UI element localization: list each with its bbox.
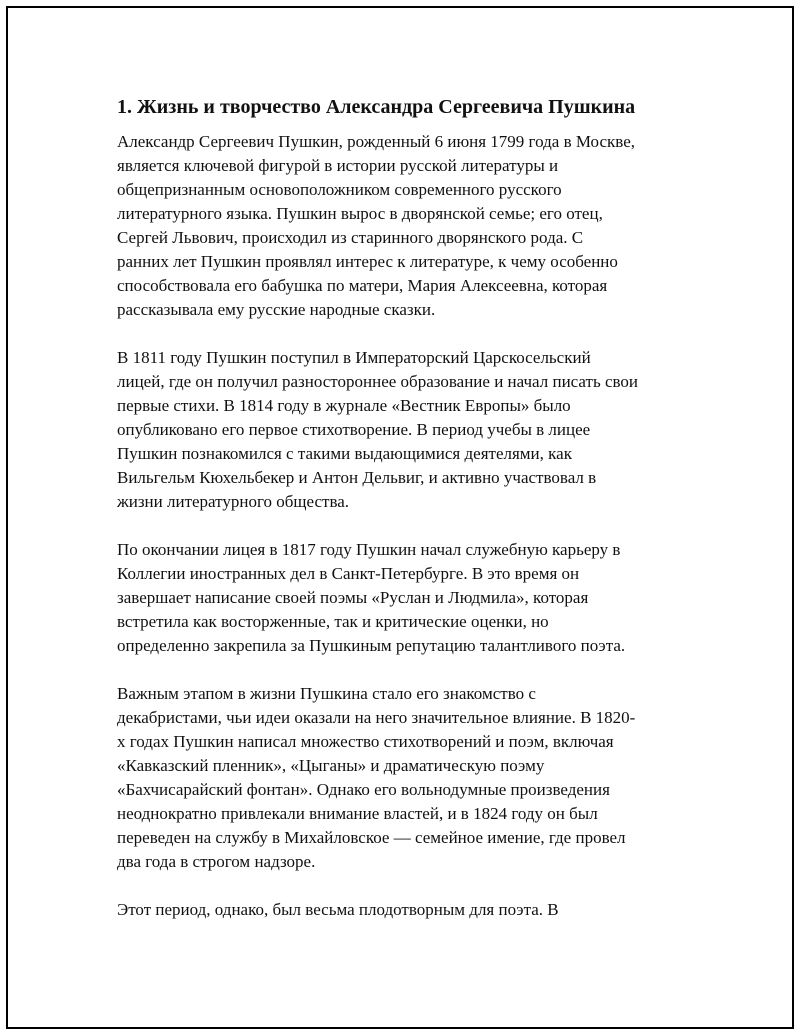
text-line: неоднократно привлекали внимание властей, и в 1824 году он был (117, 804, 598, 823)
paragraph-1 (117, 130, 697, 322)
paragraph-2 (117, 346, 697, 514)
text-line: Вильгельм Кюхельбекер и Антон Дельвиг, и активно участвовал в (117, 468, 597, 487)
text-line: два года в строгом надзоре. (117, 852, 316, 871)
text-line: х годах Пушкин написал множество стихотворений и поэм, включая (117, 732, 614, 751)
document-body (117, 94, 697, 946)
text-line: Этот период, однако, был весьма плодотворным для поэта. В (117, 900, 559, 919)
text-line: общепризнанным основоположником современного русского (117, 180, 562, 199)
text-line: встретила как восторженные, так и критические оценки, но (117, 612, 549, 631)
paragraph-5 (117, 898, 697, 922)
text-line: лицей, где он получил разностороннее образование и начал писать свои (117, 372, 639, 391)
text-line: «Бахчисарайский фонтан». Однако его вольнодумные произведения (117, 780, 610, 799)
text-line: Важным этапом в жизни Пушкина стало его знакомство с (117, 684, 536, 703)
text-line: способствовала его бабушка по матери, Мария Алексеевна, которая (117, 276, 608, 295)
text-line: В 1811 году Пушкин поступил в Императорский Царскосельский (117, 348, 591, 367)
paragraph-4 (117, 682, 697, 874)
text-line: литературного языка. Пушкин вырос в дворянской семье; его отец, (117, 204, 603, 223)
text-line: Пушкин познакомился с такими выдающимися деятелями, как (117, 444, 572, 463)
text-line: ранних лет Пушкин проявлял интерес к литературе, к чему особенно (117, 252, 618, 271)
text-line: По окончании лицея в 1817 году Пушкин начал служебную карьеру в (117, 540, 621, 559)
text-line: опубликовано его первое стихотворение. В период учебы в лицее (117, 420, 591, 439)
text-line: «Кавказский пленник», «Цыганы» и драматическую поэму (117, 756, 545, 775)
text-line: первые стихи. В 1814 году в журнале «Вестник Европы» было (117, 396, 571, 415)
text-line: определенно закрепила за Пушкиным репутацию талантливого поэта. (117, 636, 626, 655)
text-line: декабристами, чьи идеи оказали на него значительное влияние. В 1820- (117, 708, 636, 727)
text-line: является ключевой фигурой в истории русской литературы и (117, 156, 559, 175)
text-line: завершает написание своей поэмы «Руслан и Людмила», которая (117, 588, 589, 607)
text-line: Александр Сергеевич Пушкин, рожденный 6 июня 1799 года в Москве, (117, 132, 635, 151)
text-line: жизни литературного общества. (117, 492, 350, 511)
document-title: 1. Жизнь и творчество Александра Сергеевича Пушкина (117, 96, 636, 118)
text-line: переведен на службу в Михайловское — семейное имение, где провел (117, 828, 626, 847)
paragraph-3 (117, 538, 697, 658)
text-line: Коллегии иностранных дел в Санкт-Петербурге. В это время он (117, 564, 580, 583)
text-line: Сергей Львович, происходил из старинного дворянского рода. С (117, 228, 584, 247)
text-line: рассказывала ему русские народные сказки. (117, 300, 436, 319)
